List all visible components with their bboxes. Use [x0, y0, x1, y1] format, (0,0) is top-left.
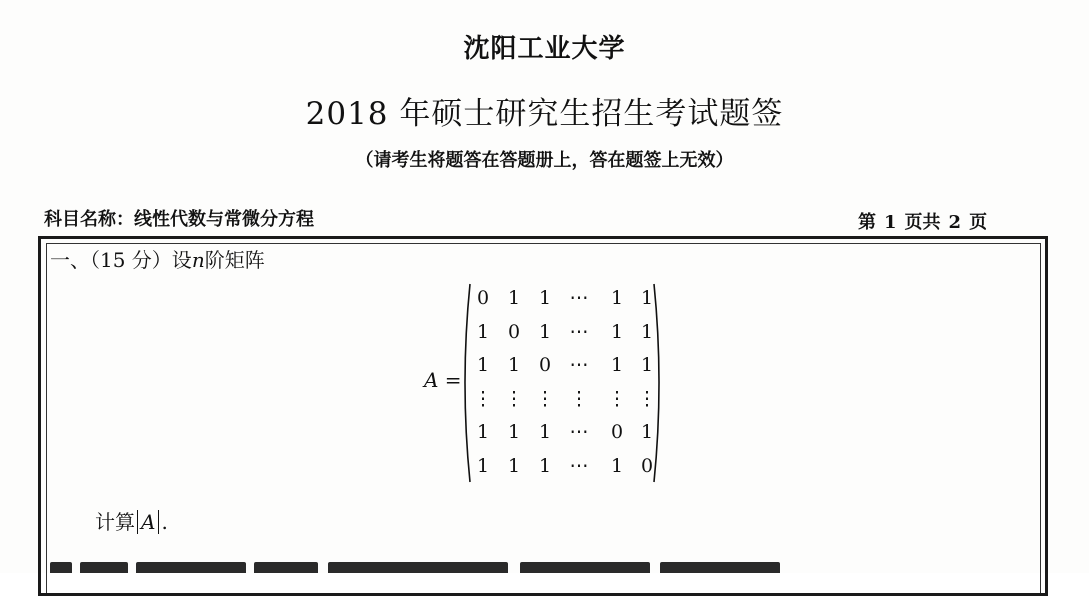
question-2-cut-off-line	[50, 562, 810, 573]
matrix-cell: 1	[507, 354, 521, 376]
matrix-cell: ⋮	[473, 387, 493, 410]
matrix-row	[470, 418, 660, 446]
matrix-cell: 1	[476, 320, 490, 343]
matrix-row	[470, 385, 660, 413]
matrix-cell: ⋮	[569, 387, 589, 410]
matrix-row	[470, 452, 660, 480]
matrix-cell: 1	[538, 320, 552, 343]
matrix-cell: 1	[610, 320, 624, 343]
matrix-cell: 0	[476, 287, 490, 309]
subject-name: 科目名称：线性代数与常微分方程	[44, 209, 314, 230]
question-1-suffix: 阶矩阵	[204, 248, 265, 272]
page-suffix: 页	[969, 212, 988, 233]
matrix-cell: ⋮	[535, 387, 555, 410]
question-1-heading	[50, 244, 265, 273]
compute-instruction	[95, 506, 168, 535]
matrix-cell: 1	[476, 421, 490, 443]
matrix-name: A	[424, 368, 439, 392]
matrix-cell: 1	[640, 320, 654, 343]
matrix-cell: 1	[507, 287, 521, 309]
matrix-cell: 1	[610, 454, 624, 477]
matrix-cell: 1	[538, 454, 552, 477]
matrix-equals: =	[438, 368, 462, 392]
matrix-cell: ⋮	[504, 387, 524, 410]
matrix-cell: 1	[538, 421, 552, 443]
page-middle: 页共	[904, 212, 941, 233]
matrix-cell: 1	[476, 354, 490, 376]
page-prefix: 第	[858, 212, 876, 233]
matrix-cell: 1	[507, 421, 521, 443]
question-1-variable: n	[191, 248, 205, 272]
page-total: 2	[948, 212, 962, 233]
page-current: 1	[884, 212, 897, 233]
matrix-cell: ⋯	[569, 320, 589, 343]
university-title: 沈阳工业大学	[463, 34, 626, 64]
matrix-cell: ⋮	[637, 387, 657, 410]
matrix-cell: ⋯	[569, 421, 589, 443]
matrix-cell: ⋯	[569, 454, 589, 477]
exam-instruction-note: （请考生将题答在答题册上，答在题签上无效）	[355, 150, 734, 171]
matrix-cell: 0	[538, 354, 552, 376]
matrix-cell: 1	[476, 454, 490, 477]
matrix-label	[424, 368, 462, 392]
matrix-row	[470, 351, 660, 379]
question-1-prefix: 一、（15 分）设	[50, 248, 192, 272]
matrix-cell: ⋯	[569, 354, 589, 376]
matrix-cell: 1	[640, 421, 654, 443]
compute-prefix: 计算	[95, 510, 135, 534]
matrix-cell: 0	[610, 421, 624, 443]
matrix-cell: 1	[507, 454, 521, 477]
matrix-row	[470, 318, 660, 346]
matrix-cell: 1	[640, 287, 654, 309]
compute-suffix: .	[161, 510, 168, 534]
matrix-row	[470, 284, 660, 312]
matrix-cell: 1	[640, 354, 654, 376]
exam-title: 2018 年硕士研究生招生考试题签	[305, 96, 784, 132]
matrix	[460, 282, 666, 484]
matrix-cell: 0	[640, 454, 654, 477]
matrix-cell: 0	[507, 320, 521, 343]
determinant-expression: A	[137, 510, 159, 534]
page-indicator	[858, 208, 987, 234]
matrix-cell: 1	[538, 287, 552, 309]
matrix-cell: ⋮	[607, 387, 627, 410]
matrix-cell: 1	[610, 354, 624, 376]
matrix-cell: ⋯	[569, 287, 589, 309]
matrix-cell: 1	[610, 287, 624, 309]
